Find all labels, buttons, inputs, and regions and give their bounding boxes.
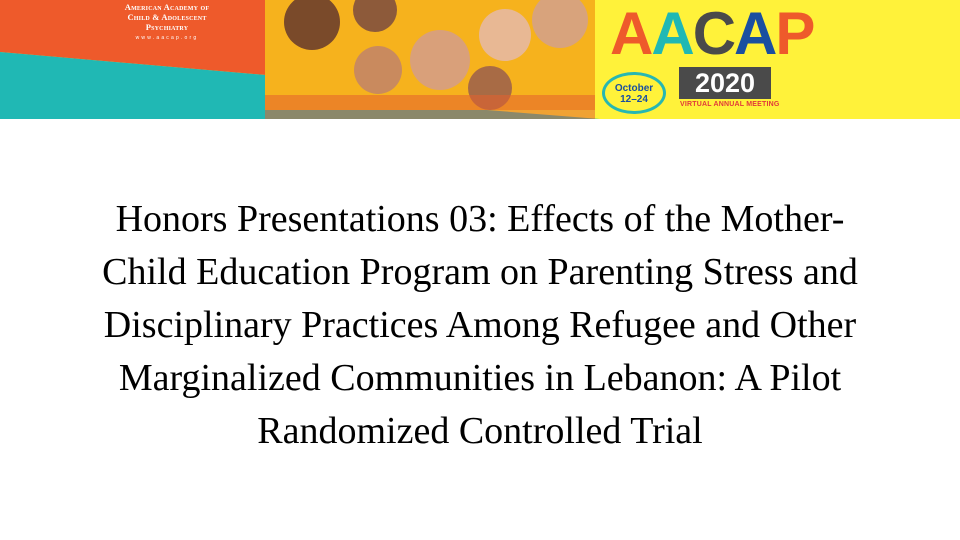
wordmark-letter: P [775,0,814,67]
title-line: Disciplinary Practices Among Refugee and Other [103,304,857,346]
event-dates-month: October [614,83,654,94]
title-line: Child Education Program on Parenting Stress and [102,251,858,293]
wordmark-letter: A [651,0,693,67]
aacap-2020-logo [610,0,814,67]
org-logo-line-2: Child & Adolescent [127,12,207,22]
event-year: 2020 [679,67,771,99]
event-dates-badge [602,72,666,114]
wordmark-letter: C [692,0,735,67]
org-logo-line-1: American Academy of [124,2,210,12]
aacap-org-logo [112,2,222,41]
children-photo [265,0,595,119]
wordmark-letter: A [734,0,776,67]
title-line: Honors Presentations 03: Effects of the Mother- [115,198,845,240]
title-line: Randomized Controlled Trial [257,410,703,452]
wordmark-letter: A [610,0,652,67]
org-logo-line-3: Psychiatry [145,22,189,32]
slide-title [40,193,920,458]
title-line: Marginalized Communities in Lebanon: A Pilot [118,357,842,399]
event-subtitle: VIRTUAL ANNUAL MEETING [680,101,780,108]
org-url: www.aacap.org [135,35,199,41]
event-dates-range: 12–24 [620,94,648,105]
header-banner [0,0,960,119]
